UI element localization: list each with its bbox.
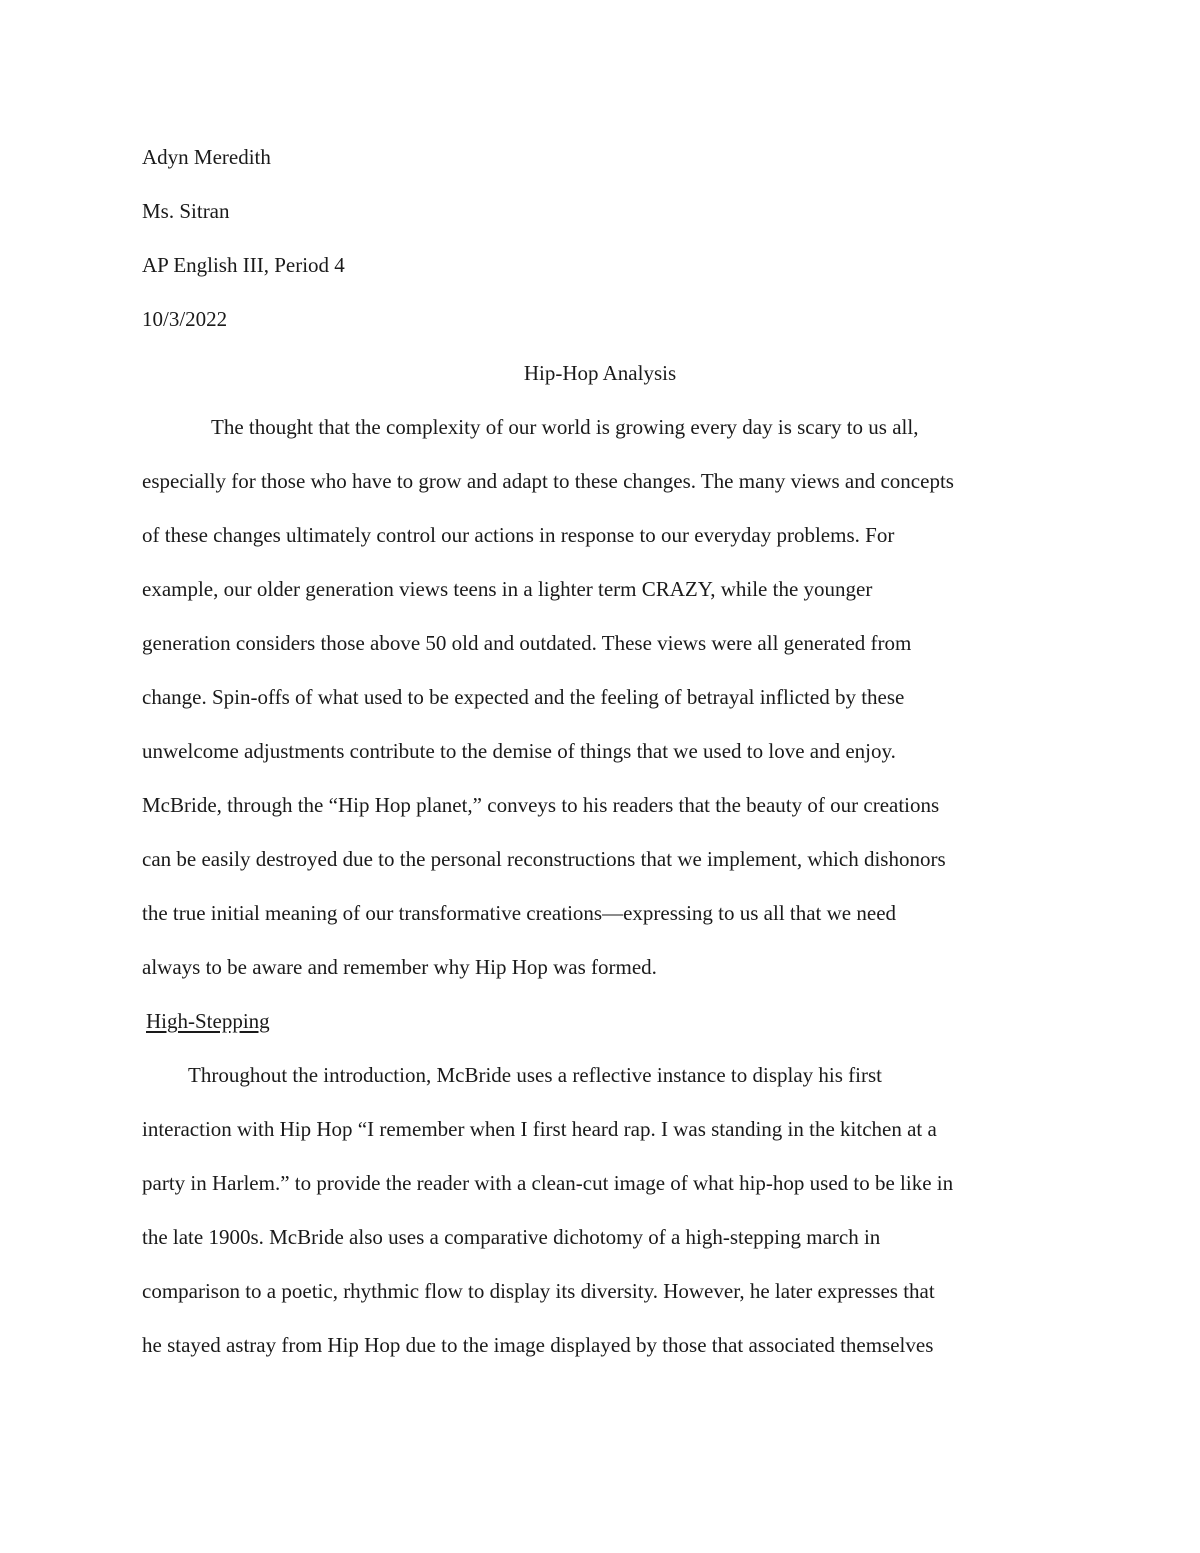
essay-title: Hip-Hop Analysis <box>523 361 677 385</box>
course-name: AP English III, Period 4 <box>142 253 345 277</box>
teacher-name: Ms. Sitran <box>142 199 230 223</box>
paragraph-line: of these changes ultimately control our actions in response to our everyday problems. For <box>142 523 895 547</box>
paragraph-line: can be easily destroyed due to the personal reconstructions that we implement, which dishonors <box>142 847 946 871</box>
paragraph-line: McBride, through the “Hip Hop planet,” conveys to his readers that the beauty of our creations <box>142 793 940 817</box>
paragraph-line: change. Spin-offs of what used to be expected and the feeling of betrayal inflicted by these <box>142 685 905 709</box>
paragraph-line: interaction with Hip Hop “I remember when I first heard rap. I was standing in the kitchen at a <box>142 1117 937 1141</box>
paragraph-line: generation considers those above 50 old and outdated. These views were all generated from <box>142 631 912 655</box>
section-heading: High-Stepping <box>146 1009 270 1033</box>
paragraph-line: always to be aware and remember why Hip Hop was formed. <box>142 955 657 979</box>
paragraph-line: example, our older generation views teens in a lighter term CRAZY, while the younger <box>142 577 873 601</box>
paragraph-line: unwelcome adjustments contribute to the demise of things that we used to love and enjoy. <box>142 739 896 763</box>
paragraph-line: especially for those who have to grow and adapt to these changes. The many views and concepts <box>142 469 954 493</box>
paragraph-line: he stayed astray from Hip Hop due to the image displayed by those that associated themselves <box>142 1333 934 1357</box>
paragraph-line: comparison to a poetic, rhythmic flow to display its diversity. However, he later expresses that <box>142 1279 935 1303</box>
paragraph-line: The thought that the complexity of our world is growing every day is scary to us all, <box>211 415 919 439</box>
student-name: Adyn Meredith <box>142 145 271 169</box>
paragraph-line: party in Harlem.” to provide the reader with a clean-cut image of what hip-hop used to be like in <box>142 1171 954 1195</box>
paragraph-line: the late 1900s. McBride also uses a comparative dichotomy of a high-stepping march in <box>142 1225 881 1249</box>
paragraph-line: Throughout the introduction, McBride uses a reflective instance to display his first <box>188 1063 883 1087</box>
date: 10/3/2022 <box>142 307 228 331</box>
paragraph-line: the true initial meaning of our transformative creations—expressing to us all that we need <box>142 901 897 925</box>
